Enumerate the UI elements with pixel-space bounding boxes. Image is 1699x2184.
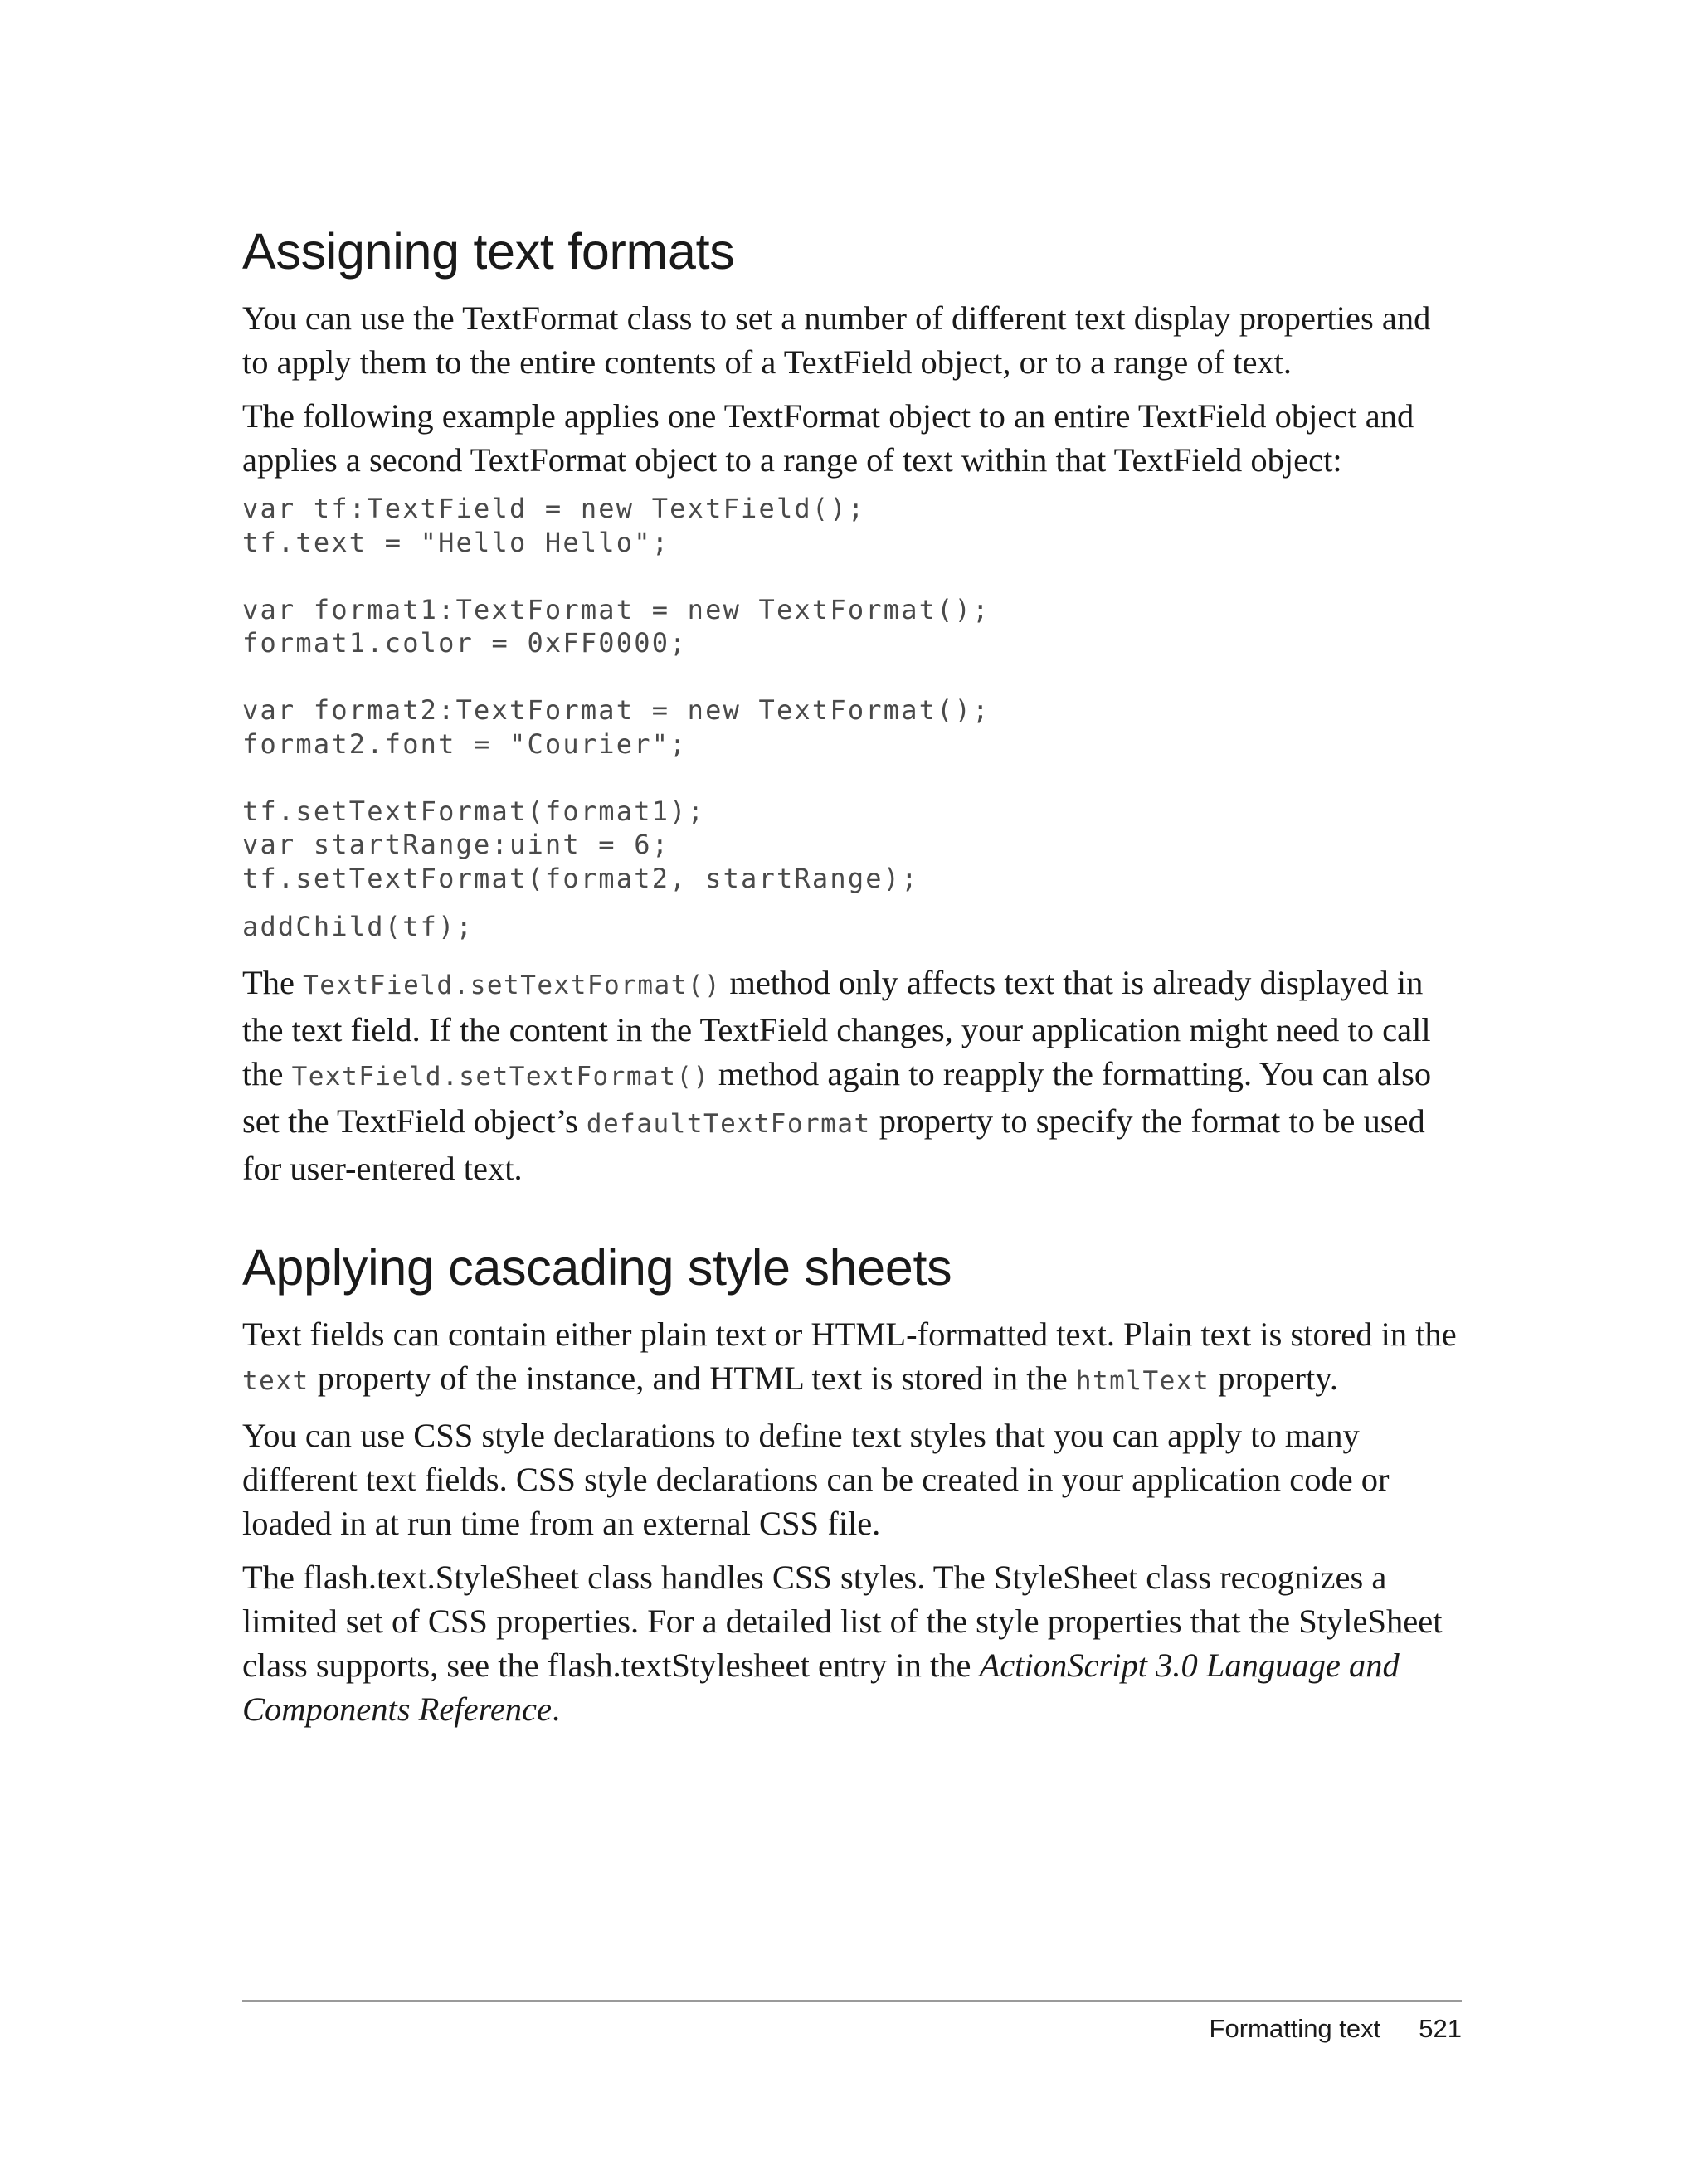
paragraph-example-intro: The following example applies one TextFormat object to an entire TextField object and applies a second TextFormat object to a range of text within that TextField object: <box>242 397 1414 479</box>
heading-assigning-text-formats: Assigning text formats <box>242 223 735 280</box>
page-footer <box>1210 2014 1462 2044</box>
paragraph-settextformat-note <box>242 961 1462 1190</box>
inline-code-htmltext: htmlText <box>1075 1365 1210 1396</box>
code-block-addchild: addChild(tf); <box>242 911 475 943</box>
text-run: method only affects text that is already displayed in the text field. If the content in the TextField changes, your application might need to call the <box>242 963 1431 1092</box>
inline-code-settextformat: TextField.setTextFormat() <box>303 970 722 1000</box>
text-run: The flash.text.StyleSheet class handles CSS styles. The StyleSheet class recognizes a limited set of CSS properties. For a detailed list of the style properties that the StyleSheet class supports, see the flash.textStylesheet entry in the <box>242 1558 1443 1684</box>
paragraph-stylesheet-class <box>242 1555 1462 1731</box>
text-run: method again to reapply the formatting. You can also set the TextField object’s <box>242 1054 1432 1140</box>
inline-code-defaulttextformat: defaultTextFormat <box>586 1108 871 1139</box>
paragraph-css-declarations: You can use CSS style declarations to define text styles that you can apply to many different text fields. CSS style declarations can be created in your application code or loaded in at run time from an external CSS file. <box>242 1416 1390 1542</box>
inline-code-settextformat: TextField.setTextFormat() <box>291 1061 710 1092</box>
page-content <box>242 224 1462 1741</box>
text-run: . <box>552 1690 561 1728</box>
reference-title: ActionScript 3.0 Language and Components Reference <box>242 1646 1400 1728</box>
text-run: Text fields can contain either plain text or HTML-formatted text. Plain text is stored in the <box>242 1315 1457 1353</box>
code-block-example: var tf:TextField = new TextField(); tf.text = "Hello Hello"; var format1:TextFormat = new TextFormat(); format1.color = 0xFF0000; var format2:TextFormat = new TextFormat(); format2.font = "Courier"; tf.setTextFormat(format1); var startRange:uint = 6; tf.setTextFormat(format2, startRange); <box>242 493 991 894</box>
heading-applying-css: Applying cascading style sheets <box>242 1238 952 1296</box>
text-run: property to specify the format to be used for user-entered text. <box>242 1102 1425 1187</box>
footer-section-title: Formatting text <box>1209 2014 1381 2043</box>
footer-rule <box>242 2000 1462 2002</box>
paragraph-plain-vs-html <box>242 1312 1462 1403</box>
text-run: The <box>242 963 304 1001</box>
inline-code-text: text <box>242 1365 309 1396</box>
paragraph-textformat-intro: You can use the TextFormat class to set a number of different text display properties and to apply them to the entire contents of a TextField object, or to a range of text. <box>242 299 1431 382</box>
text-run: property. <box>1210 1359 1338 1397</box>
text-run: property of the instance, and HTML text is stored in the <box>309 1359 1076 1397</box>
page-number: 521 <box>1419 2014 1462 2043</box>
